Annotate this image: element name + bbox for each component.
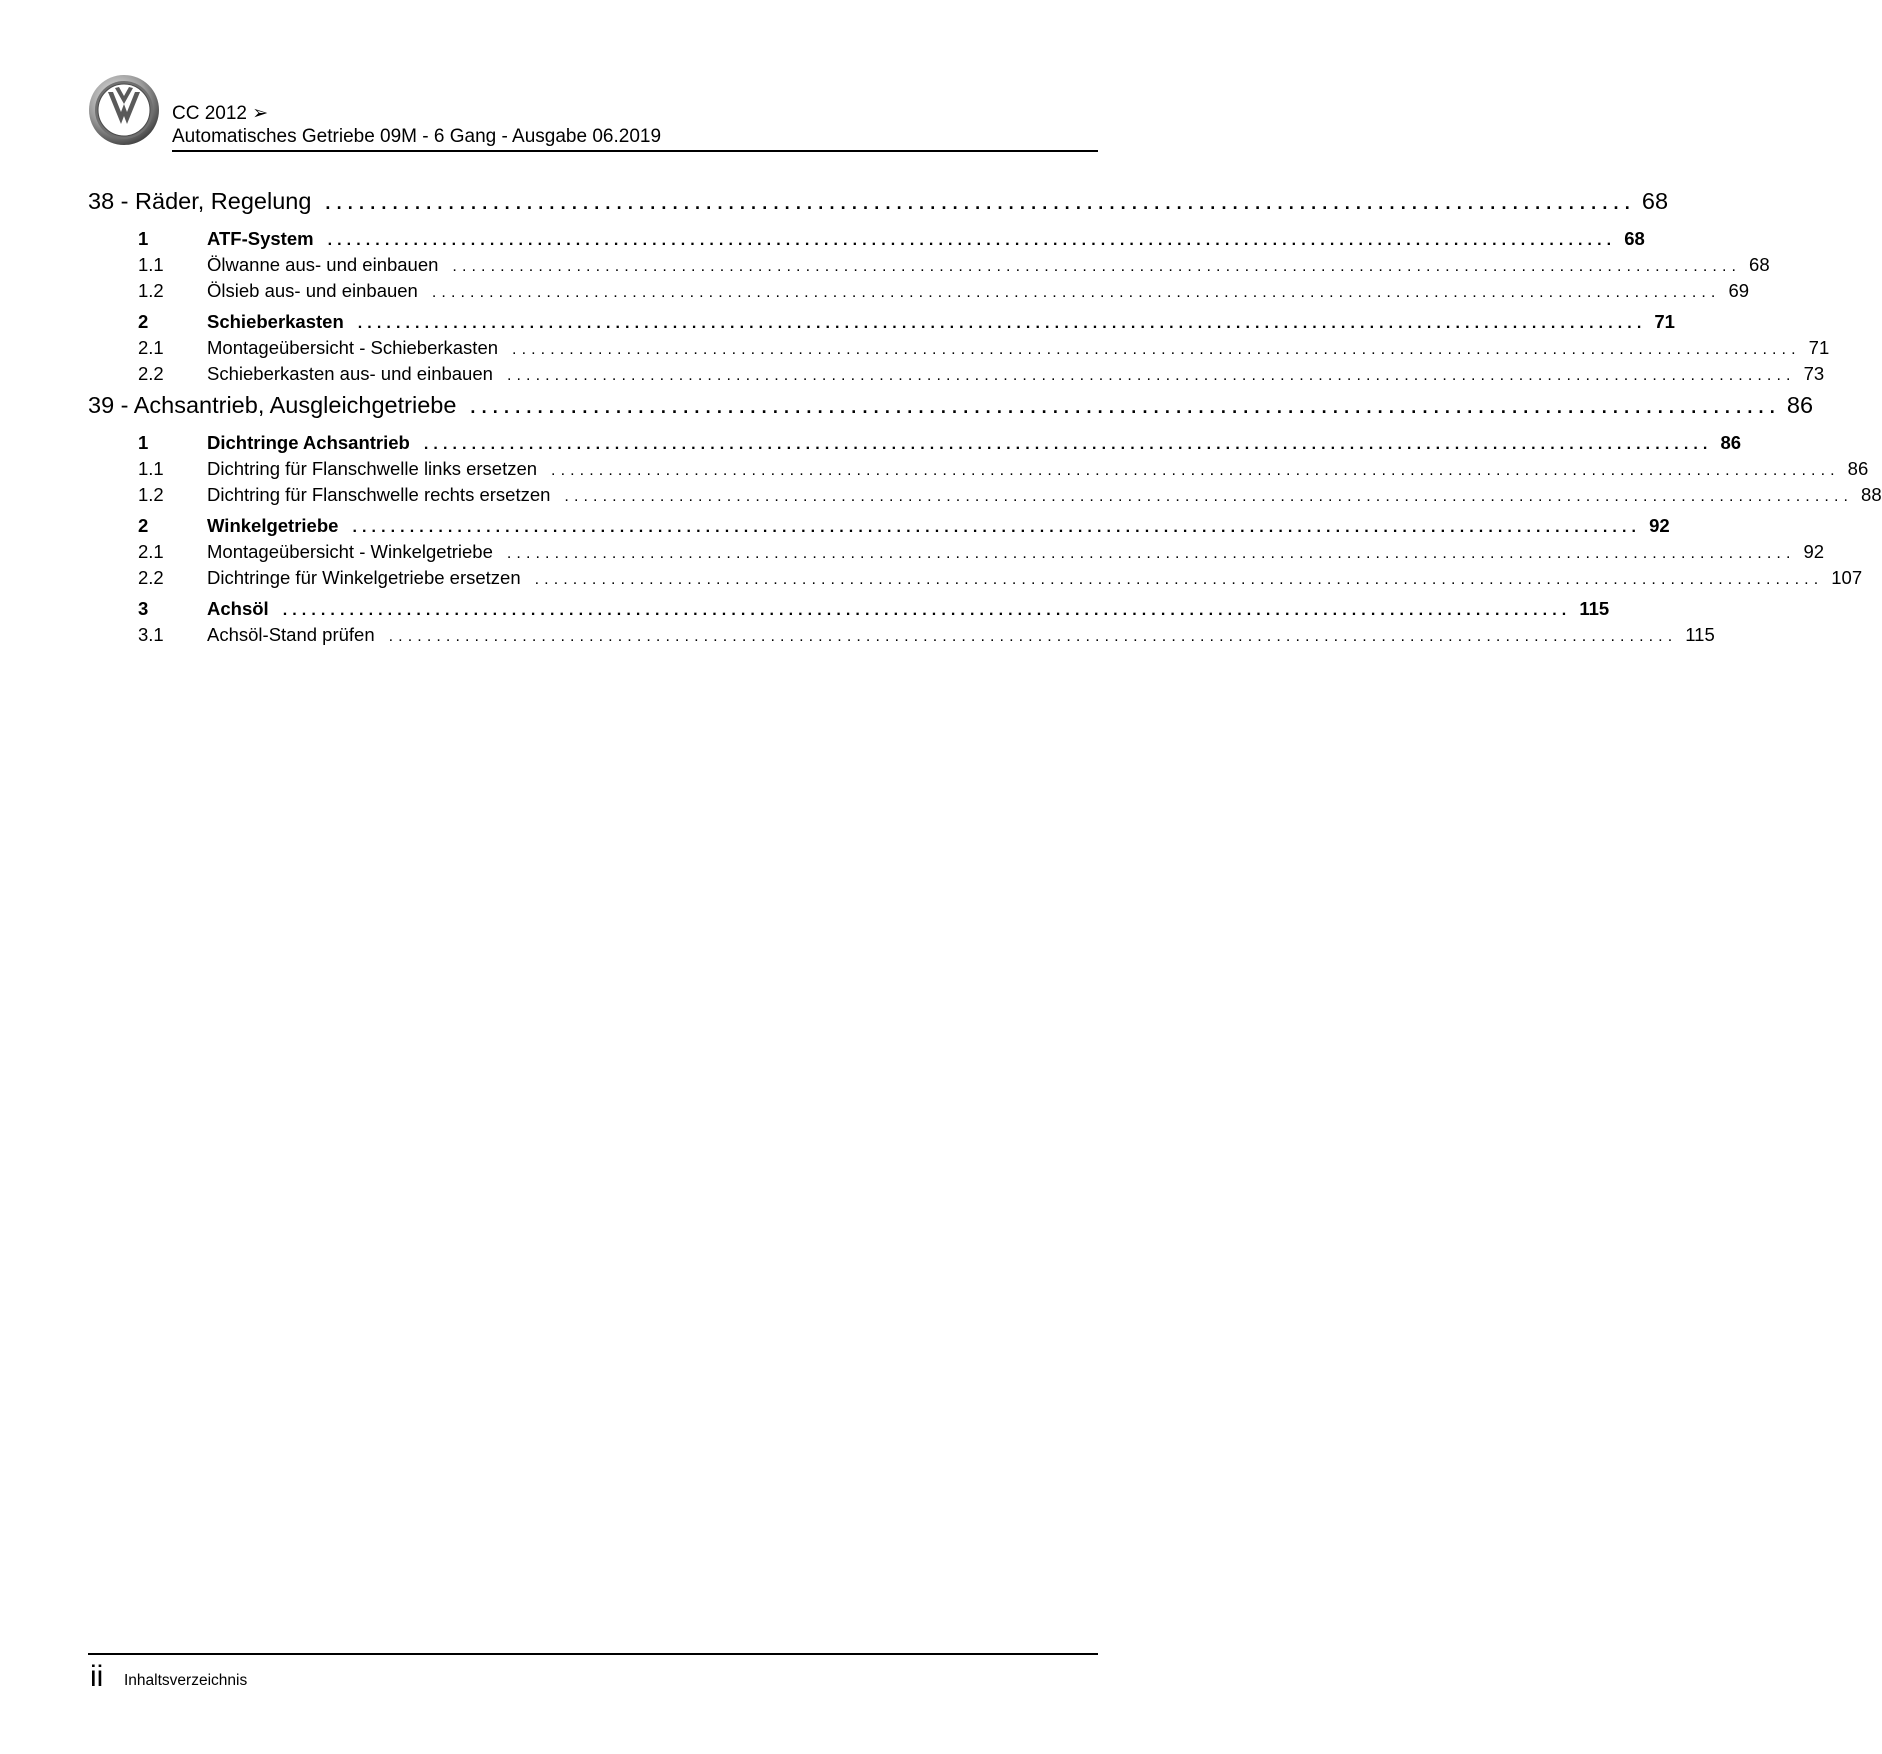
- footer-page-number: ii: [90, 1660, 104, 1693]
- vw-logo-icon: [88, 74, 160, 146]
- chapter-page: 86: [1786, 392, 1814, 418]
- footer-label: Inhaltsverzeichnis: [124, 1672, 248, 1689]
- item-number: 2.1: [138, 541, 164, 562]
- toc-section[interactable]: [88, 598, 1610, 624]
- chapter-title: 38 - Räder, Regelung: [88, 188, 312, 214]
- item-page: 69: [1728, 280, 1750, 301]
- leader-dots: .......................................................................................................................................: [506, 367, 1796, 384]
- section-page: 86: [1720, 432, 1742, 453]
- section-page: 92: [1649, 515, 1670, 536]
- item-title: Ölsieb aus- und einbauen: [207, 280, 418, 301]
- section-title: ATF-System: [207, 228, 314, 249]
- item-number: 1.1: [138, 458, 164, 479]
- header-divider: [172, 150, 1098, 152]
- page-header: [88, 74, 1098, 150]
- leader-dots: .......................................................................................................................................: [452, 258, 1742, 275]
- item-title: Ölwanne aus- und einbauen: [207, 254, 439, 275]
- leader-dots: .......................................................................................................................................: [534, 571, 1824, 588]
- section-title: Winkelgetriebe: [207, 515, 339, 536]
- leader-dots: .......................................................................................................................................: [357, 315, 1647, 332]
- leader-dots: .....................................................................................................................: [470, 397, 1781, 417]
- toc-section[interactable]: [88, 311, 1675, 337]
- toc-item[interactable]: [88, 624, 1715, 650]
- header-subtitle: Automatisches Getriebe 09M - 6 Gang - Ausgabe 06.2019: [172, 126, 662, 147]
- section-title: Achsöl: [207, 598, 269, 619]
- section-title: Dichtringe Achsantrieb: [207, 432, 410, 453]
- leader-dots: .......................................................................................................................................: [506, 545, 1796, 562]
- item-title: Dichtring für Flanschwelle links ersetzen: [207, 458, 538, 479]
- section-number: 1: [138, 432, 149, 453]
- leader-dots: .......................................................................................................................................: [327, 232, 1617, 249]
- toc-item[interactable]: [88, 484, 1882, 510]
- toc-item[interactable]: [88, 458, 1869, 484]
- toc-item[interactable]: [88, 280, 1750, 306]
- item-page: 71: [1808, 337, 1830, 358]
- item-page: 107: [1831, 567, 1863, 588]
- chapter-title: 39 - Achsantrieb, Ausgleichgetriebe: [88, 392, 457, 418]
- toc-section[interactable]: [88, 228, 1645, 254]
- section-number: 3: [138, 598, 149, 619]
- leader-dots: .....................................................................................................................: [325, 193, 1636, 213]
- section-page: 68: [1624, 228, 1645, 249]
- item-page: 68: [1749, 254, 1770, 275]
- item-number: 1.1: [138, 254, 164, 275]
- item-number: 2.2: [138, 363, 164, 384]
- item-number: 3.1: [138, 624, 164, 645]
- section-number: 1: [138, 228, 149, 249]
- item-title: Dichtringe für Winkelgetriebe ersetzen: [207, 567, 521, 588]
- item-title: Achsöl-Stand prüfen: [207, 624, 375, 645]
- toc-item[interactable]: [88, 337, 1830, 363]
- footer-divider: [88, 1653, 1098, 1655]
- table-of-contents: [88, 188, 1882, 650]
- item-number: 1.2: [138, 280, 164, 301]
- section-number: 2: [138, 515, 149, 536]
- chapter-page: 68: [1641, 188, 1669, 214]
- item-number: 2.2: [138, 567, 164, 588]
- leader-dots: .......................................................................................................................................: [282, 602, 1572, 619]
- toc-chapter[interactable]: [88, 392, 1814, 432]
- section-page: 71: [1654, 311, 1675, 332]
- header-model: CC 2012 ➢: [172, 103, 269, 124]
- toc-section[interactable]: [88, 515, 1670, 541]
- leader-dots: .......................................................................................................................................: [512, 341, 1801, 358]
- leader-dots: .......................................................................................................................................: [352, 519, 1642, 536]
- leader-dots: .......................................................................................................................................: [564, 488, 1854, 505]
- item-number: 1.2: [138, 484, 164, 505]
- section-page: 115: [1579, 598, 1610, 619]
- leader-dots: .......................................................................................................................................: [551, 462, 1840, 479]
- toc-chapter[interactable]: [88, 188, 1669, 228]
- item-page: 88: [1861, 484, 1882, 505]
- toc-section[interactable]: [88, 432, 1742, 458]
- toc-item[interactable]: [88, 541, 1825, 567]
- toc-item[interactable]: [88, 254, 1770, 280]
- toc-item[interactable]: [88, 567, 1863, 593]
- item-title: Schieberkasten aus- und einbauen: [207, 363, 493, 384]
- leader-dots: .......................................................................................................................................: [423, 436, 1713, 453]
- item-page: 73: [1803, 363, 1825, 384]
- item-number: 2.1: [138, 337, 164, 358]
- item-title: Montageübersicht - Winkelgetriebe: [207, 541, 493, 562]
- item-page: 92: [1803, 541, 1825, 562]
- leader-dots: .......................................................................................................................................: [431, 284, 1721, 301]
- section-number: 2: [138, 311, 149, 332]
- item-title: Montageübersicht - Schieberkasten: [207, 337, 499, 358]
- item-page: 86: [1847, 458, 1869, 479]
- toc-item[interactable]: [88, 363, 1825, 389]
- item-title: Dichtring für Flanschwelle rechts ersetzen: [207, 484, 551, 505]
- leader-dots: .......................................................................................................................................: [388, 628, 1678, 645]
- item-page: 115: [1685, 624, 1715, 645]
- section-title: Schieberkasten: [207, 311, 344, 332]
